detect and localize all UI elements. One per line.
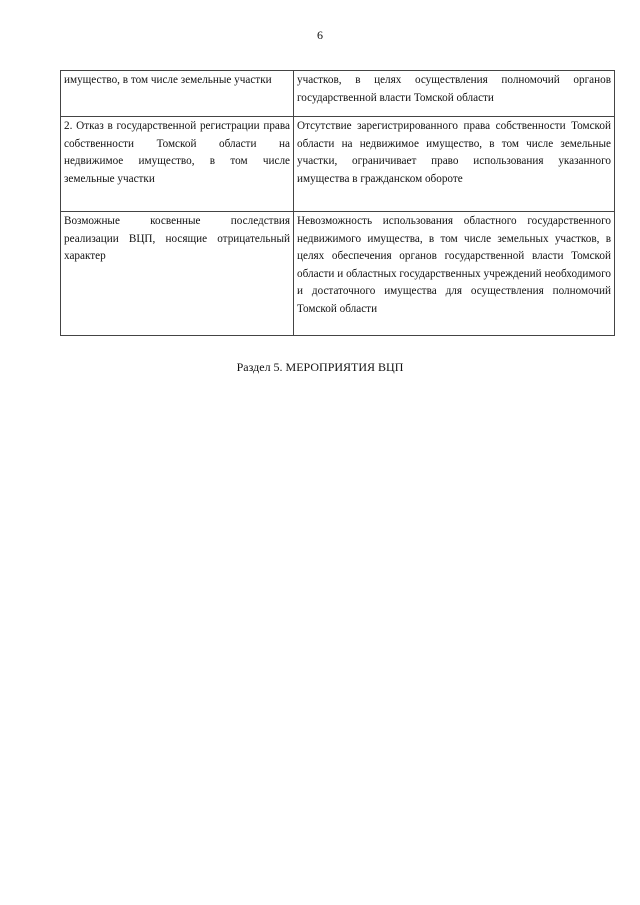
cell-text: участков, в целях осуществления полномочий органов государственной власти Томской области [297, 74, 611, 104]
risk-table [60, 70, 615, 336]
table-row [61, 117, 615, 212]
table-cell-left [61, 212, 294, 336]
table-cell-right [294, 71, 615, 117]
cell-text: имущество, в том числе земельные участки [64, 74, 272, 86]
cell-text: Невозможность использования областного государственного недвижимого имущества, в том числе земельных участков, в целях обеспечения органов государственной власти Томской области и областных государственных учреждений необходимого и достаточного имущества для осуществления полномочий Томской области [297, 215, 611, 315]
table-cell-left [61, 117, 294, 212]
table-row [61, 212, 615, 336]
table-row [61, 71, 615, 117]
cell-text: 2. Отказ в государственной регистрации права собственности Томской области на недвижимое имущество, в том числе земельные участки [64, 120, 290, 185]
section-heading: Раздел 5. МЕРОПРИЯТИЯ ВЦП [236, 360, 404, 374]
cell-text: Возможные косвенные последствия реализации ВЦП, носящие отрицательный характер [64, 215, 290, 263]
cell-text: Отсутствие зарегистрированного права собственности Томской области на недвижимое имущество, в том числе земельные участки, ограничивает право использования указанного имущества в гражданском обороте [297, 120, 611, 185]
page-number: 6 [317, 28, 323, 42]
table-cell-right [294, 212, 615, 336]
table-cell-right [294, 117, 615, 212]
table-cell-left [61, 71, 294, 117]
